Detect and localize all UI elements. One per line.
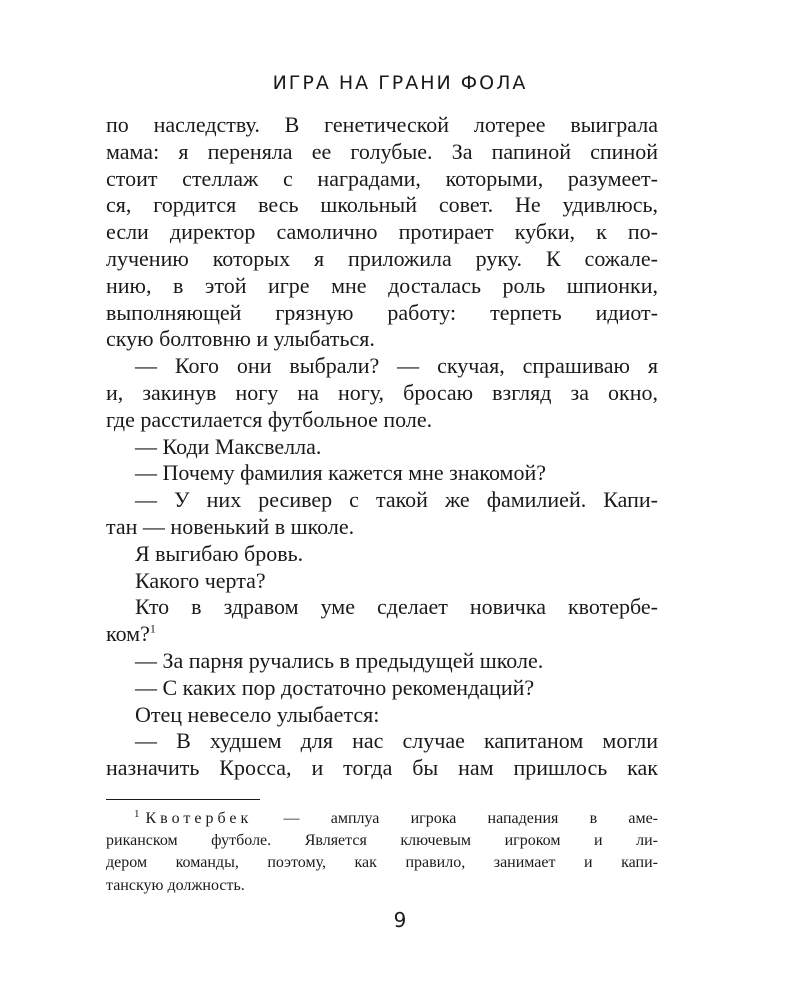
- text-line: выполняющей грязную работу: терпеть идиот-: [106, 299, 658, 325]
- text-line: — Кого они выбрали? — скучая, спрашиваю я: [135, 353, 658, 379]
- footnote-line: [106, 808, 658, 830]
- text-line: стоит стеллаж с наградами, которыми, разумеет-: [106, 165, 658, 191]
- text-line: ся, гордится весь школьный совет. Не удивлюсь,: [106, 192, 658, 218]
- text-line: — Почему фамилия кажется мне знакомой?: [135, 460, 547, 486]
- footnote-text: — амплуа игрока нападения в аме-: [252, 810, 658, 827]
- footnote-number: 1: [134, 807, 140, 820]
- footnote-line: риканском футболе. Является ключевым игроком и ли-: [106, 832, 658, 850]
- text-line: Отец невесело улыбается:: [135, 701, 380, 727]
- text-line: нию, в этой игре мне досталась роль шпионки,: [106, 272, 658, 298]
- text-line: где расстилается футбольное поле.: [106, 406, 433, 432]
- footnote-line: дером команды, поэтому, как правило, занимает и капи-: [106, 854, 658, 872]
- text-line: — В худшем для нас случае капитаном могли: [135, 728, 658, 754]
- page-number: 9: [393, 908, 407, 932]
- text-line: — За парня ручались в предыдущей школе.: [135, 647, 544, 673]
- text-line: [106, 621, 658, 648]
- text-line: назначить Кросса, и тогда бы нам пришлось как: [106, 755, 658, 781]
- text-line-content: ком?: [106, 621, 150, 647]
- footnote-line: танскую должность.: [106, 876, 245, 894]
- text-line: и, закинув ногу на ногу, бросаю взгляд за окно,: [106, 379, 658, 405]
- text-line: по наследству. В генетической лотерее выиграла: [106, 112, 658, 137]
- text-line: тан — новенький в школе.: [106, 513, 355, 539]
- text-line: — Коди Максвелла.: [135, 433, 322, 459]
- text-line: Кто в здравом уме сделает новичка квотербе-: [135, 594, 658, 620]
- text-line: — У них ресивер с такой же фамилией. Капи-: [135, 487, 658, 513]
- text-line: Какого черта?: [135, 567, 266, 593]
- footnote-reference[interactable]: 1: [149, 621, 156, 636]
- footnote-term: Квотербек: [145, 810, 253, 827]
- body-text: [106, 112, 658, 782]
- running-title: ИГРА НА ГРАНИ ФОЛА: [272, 72, 528, 94]
- text-line: скую болтовню и улыбаться.: [106, 326, 375, 352]
- text-line: Я выгибаю бровь.: [135, 540, 304, 566]
- text-line: — С каких пор достаточно рекомендаций?: [135, 674, 535, 700]
- footnote-divider: [106, 799, 260, 800]
- text-line: мама: я переняла ее голубые. За папиной спиной: [106, 138, 658, 164]
- text-line: лучению которых я приложила руку. К сожале-: [106, 245, 658, 271]
- text-line: если директор самолично протирает кубки, к по-: [106, 219, 658, 245]
- footnote: [106, 808, 658, 897]
